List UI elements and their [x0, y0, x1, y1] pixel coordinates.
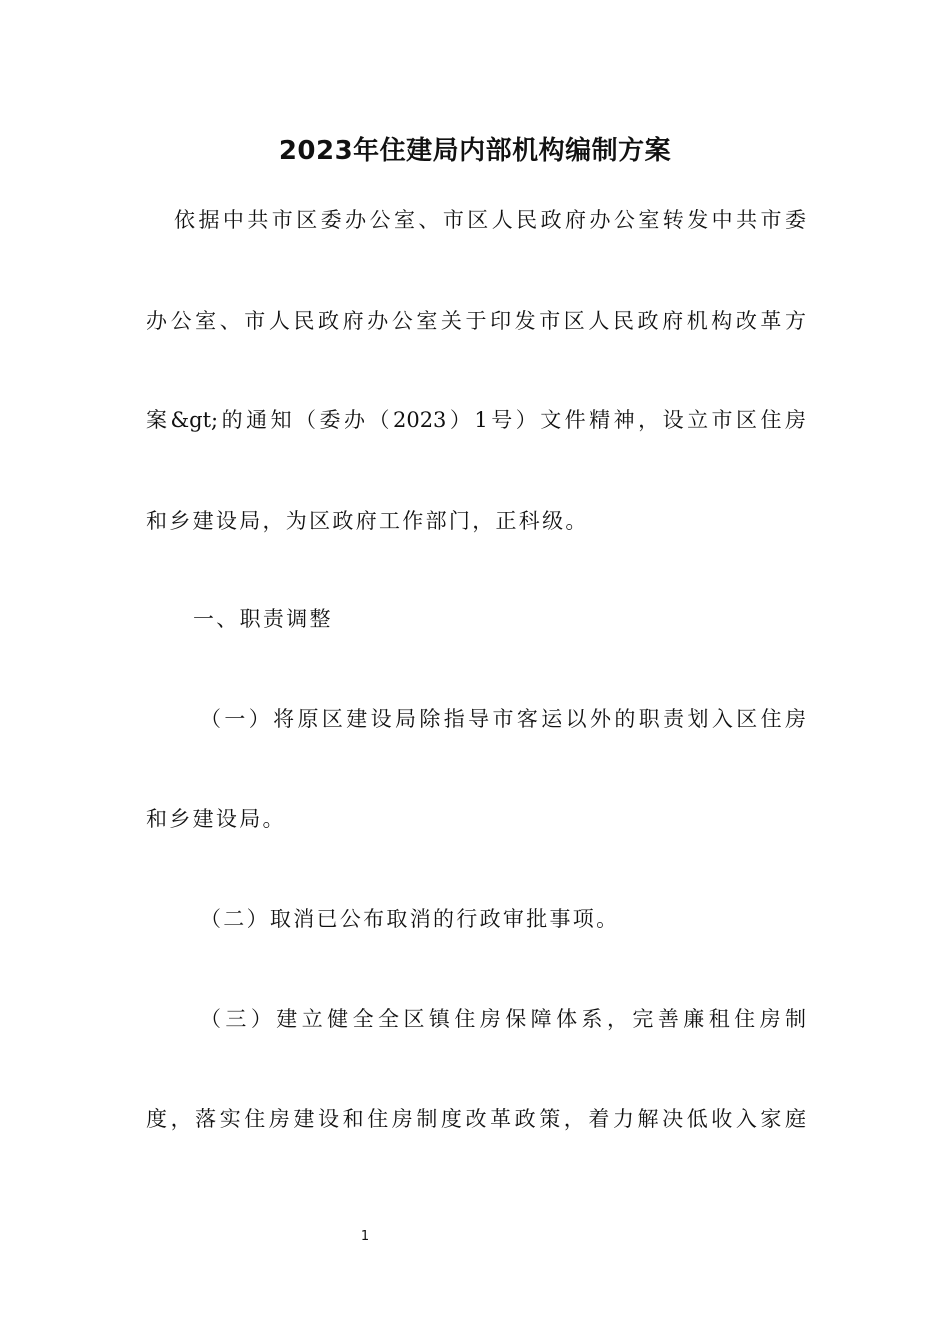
paragraph-line: 和乡建设局。: [146, 807, 286, 831]
paragraph-line: 度，落实住房建设和住房制度改革政策，着力解决低收入家庭: [146, 1107, 806, 1131]
section-heading: 一、职责调整: [193, 607, 333, 631]
paragraph-line: 依据中共市区委办公室、市区人民政府办公室转发中共市委: [174, 208, 806, 232]
document-title: 2023年住建局内部机构编制方案: [278, 136, 672, 166]
paragraph-line: 和乡建设局，为区政府工作部门，正科级。: [146, 509, 589, 533]
page-number: 1: [360, 1229, 370, 1244]
paragraph-line: （二）取消已公布取消的行政审批事项。: [200, 907, 620, 931]
paragraph-line: （三）建立健全全区镇住房保障体系，完善廉租住房制: [200, 1007, 806, 1031]
paragraph-line: 案&gt;的通知（委办（2023）1号）文件精神，设立市区住房: [146, 408, 806, 432]
paragraph-line: （一）将原区建设局除指导市客运以外的职责划入区住房: [200, 707, 806, 731]
paragraph-line: 办公室、市人民政府办公室关于印发市区人民政府机构改革方: [146, 309, 806, 333]
